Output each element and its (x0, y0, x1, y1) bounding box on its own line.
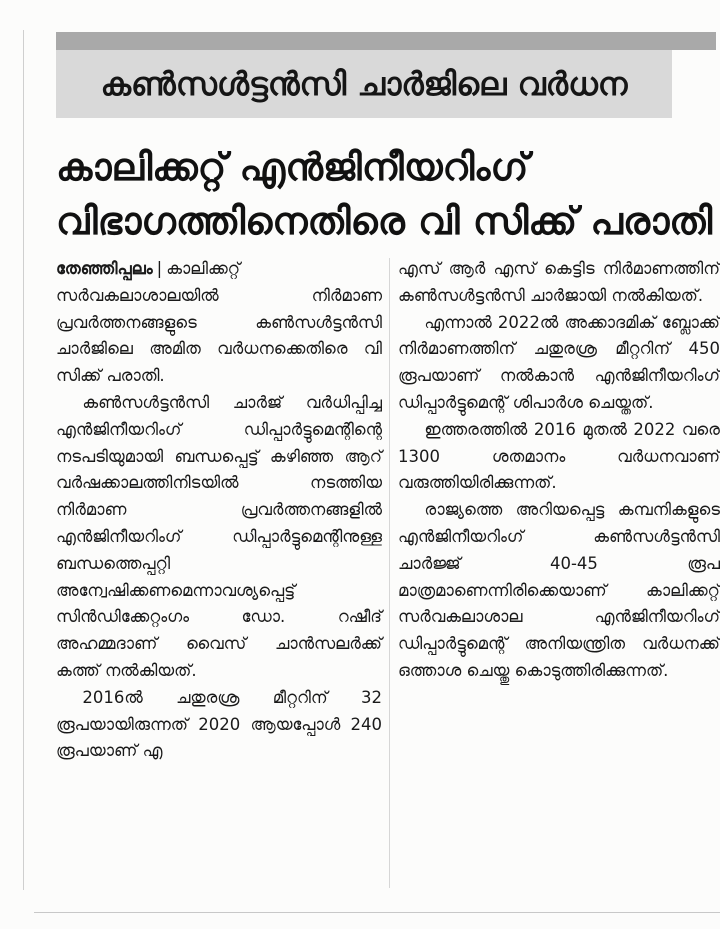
article-paragraph (56, 256, 382, 390)
bottom-rule (34, 912, 720, 913)
article-paragraph: ഇത്തരത്തിൽ 2016 മുതൽ 2022 വരെ 1300 ശതമാനം വർധനവാണ് വരുത്തിയിരിക്കുന്നത്. (398, 419, 720, 493)
column-divider (389, 258, 390, 888)
article-column-left (56, 256, 382, 765)
article-paragraph: എന്നാൽ 2022ൽ അക്കാദമിക് ബ്ലോക്ക് നിർമാണത്തിന് ചതുരശ്ര മീറ്ററിന് 450 രൂപയാണ് നൽകാൻ എൻജിനീയറിംഗ് ഡിപ്പാർട്ടുമെന്റ് ശിപാർശ ചെയ്തത്. (398, 312, 720, 412)
article-paragraph: 2016ൽ ചതുരശ്ര മീറ്ററിന് 32 രൂപയായിരുന്നത് 2020 ആയപ്പോൾ 240 രൂപയാണ് എ (56, 687, 382, 761)
article-paragraph: രാജ്യത്തെ അറിയപ്പെട്ട കമ്പനികളുടെ എൻജിനീയറിംഗ് കൺസൾട്ടൻസി ചാർജ്ജ് 40-45 രൂപ മാത്രമാണെന്നിരിക്കെയാണ് കാലിക്കറ്റ് സർവകലാശാല എൻജിനീയറിംഗ് ഡിപ്പാർട്ടുമെന്റ് അനിയന്ത്രിത വർധനക്ക് ഒത്താശ ചെയ്തു കൊടുത്തിരിക്കുന്നത്. (398, 500, 720, 680)
headline-line-2: വിഭാഗത്തിനെതിരെ വി സിക്ക് പരാതി (56, 199, 713, 243)
page-edge-rule (23, 30, 24, 890)
article-column-right (398, 256, 720, 685)
headline-line-1: കാലിക്കറ്റ് എൻജിനീയറിംഗ് (56, 145, 529, 189)
dateline: തേഞ്ഞിപ്പലം (56, 259, 153, 278)
kicker-title: കൺസൾട്ടൻസി ചാർജിലെ വർധന (100, 64, 628, 103)
header-gray-band (56, 32, 716, 50)
headline (56, 140, 716, 248)
article-paragraph: എസ് ആർ എസ് കെട്ടിട നിർമാണത്തിന് കൺസൾട്ടൻസി ചാർജായി നൽകിയത്. (398, 259, 720, 305)
paragraph-text: കാലിക്കറ്റ് സർവകലാശാലയിൽ നിർമാണ പ്രവർത്തനങ്ങളുടെ കൺസൾട്ടൻസി ചാർജിലെ അമിത വർധനക്കെതിരെ വി സിക്ക് പരാതി. (56, 259, 382, 386)
dateline-separator: | (156, 259, 163, 278)
kicker-box (56, 50, 672, 118)
article-paragraph: കൺസൾട്ടൻസി ചാർജ് വർധിപ്പിച്ച എൻജിനീയറിംഗ് ഡിപ്പാർട്ടുമെന്റിന്റെ നടപടിയുമായി ബന്ധപ്പെട്ട് കഴിഞ്ഞ ആറ് വർഷക്കാലത്തിനിടയിൽ നടത്തിയ നിർമാണ പ്രവർത്തനങ്ങളിൽ എൻജിനീയറിംഗ് ഡിപ്പാർട്ടുമെന്റിനുള്ള ബന്ധത്തെപ്പറ്റി അന്വേഷിക്കണമെന്നാവശ്യപ്പെട്ട് സിൻഡിക്കേറ്റംഗം ഡോ. റഷീദ് അഹമ്മദാണ് വൈസ് ചാൻസലർക്ക് കത്ത് നൽകിയത്. (56, 392, 382, 680)
